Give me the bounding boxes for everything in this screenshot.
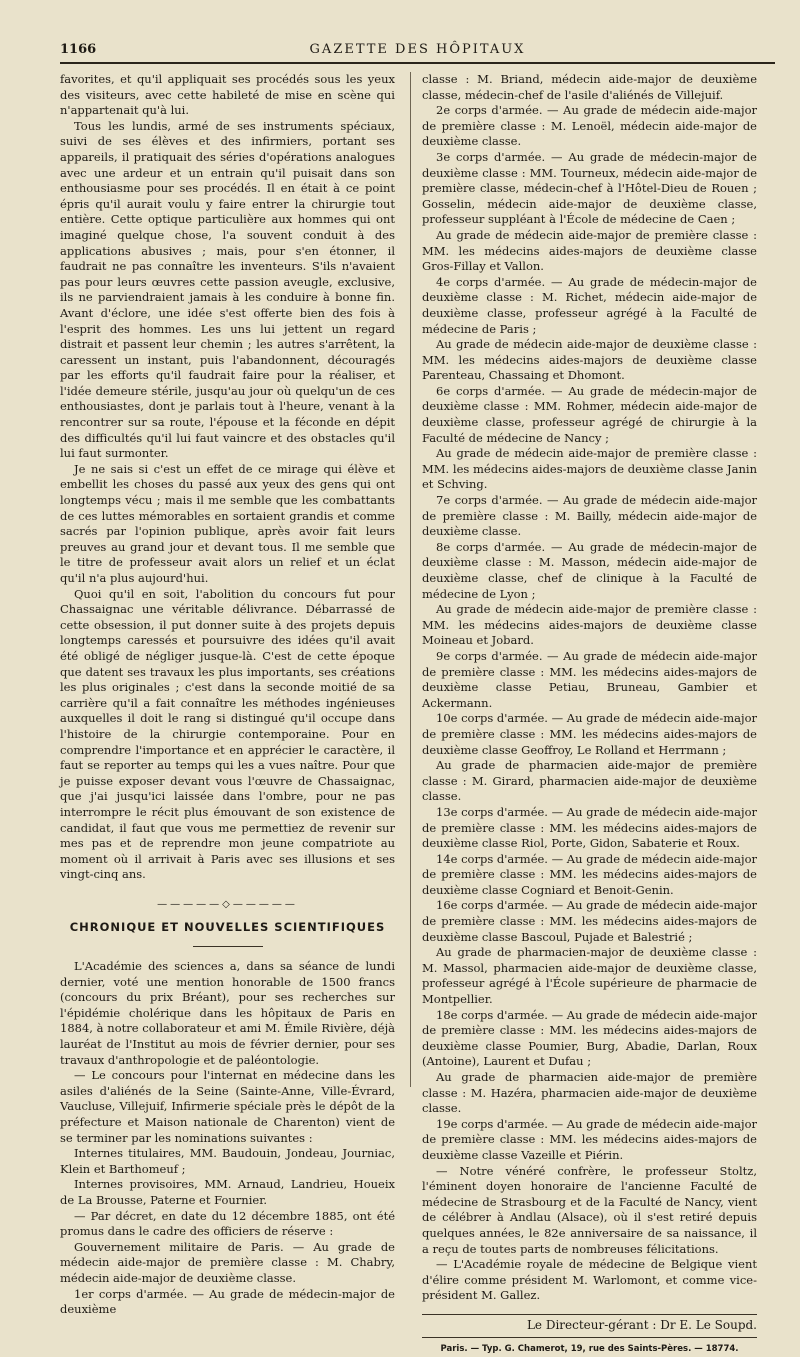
paragraph: 19e corps d'armée. — Au grade de médecin aide-major de première classe : MM. les médecins aides-majors de deuxième classe Vazeille et Piérin. <box>422 1117 757 1164</box>
paragraph: Tous les lundis, armé de ses instruments spéciaux, suivi de ses élèves et des infirmiers, portant ses appareils, il pratiquait des séries d'opérations analogues avec une ardeur et un entrain qu'il puisait dans son enthousiasme pour ses procédés. Il en était à ce point épris qu'il aurait voulu y faire entrer la chirurgie tout entière. Cette optique particulière aux hommes qui ont imaginé quelque chose, l'a souvent conduit à des applications abusives ; mais, pour s'en étonner, il faudrait ne pas connaître les inventeurs. S'ils n'avaient pas pour leurs œuvres cette passion aveugle, exclusive, ils ne parviendraient jamais à les conduire à bonne fin. Avant d'éclore, une idée s'est offerte bien des fois à l'esprit des hommes. Les uns lui jettent un regard distrait et passent leur chemin ; les autres s'arrêtent, la caressent un instant, puis l'abandonnent, découragés par les efforts qu'il faudrait faire pour la réaliser, et l'idée demeure stérile, jusqu'au jour où quelqu'un de ces enthousiastes, dont je parlais tout à l'heure, venant à la rencontrer sur sa route, l'épouse et la féconde en dépit des difficultés qu'il lui faut vaincre et des obstacles qu'il lui faut surmonter. <box>60 119 395 462</box>
paragraph: 1er corps d'armée. — Au grade de médecin-major de deuxième <box>60 1287 395 1318</box>
paragraph: L'Académie des sciences a, dans sa séance de lundi dernier, voté une mention honorable de 1500 francs (concours du prix Bréant), pour ses recherches sur l'épidémie cholérique dans les hôpitaux de Paris en 1884, à notre collaborateur et ami M. Émile Rivière, déjà lauréat de l'Institut au mois de février dernier, pour ses travaux d'anthropologie et de paléontologie. <box>60 959 395 1068</box>
paragraph: Internes provisoires, MM. Arnaud, Landrieu, Houeix de La Brousse, Paterne et Fournier. <box>60 1177 395 1208</box>
header-rule <box>60 62 775 66</box>
paragraph: — Notre vénéré confrère, le professeur Stoltz, l'éminent doyen honoraire de l'ancienne Faculté de médecine de Strasbourg et de la Faculté de Nancy, vient de célébrer à Andlau (Alsace), où il s'est retiré depuis quelques années, le 82e anniversaire de sa naissance, il a reçu de toutes parts de nombreuses félicitations. <box>422 1164 757 1258</box>
paragraph: 8e corps d'armée. — Au grade de médecin-major de deuxième classe : M. Masson, médecin aide-major de deuxième classe, chef de clinique à la Faculté de médecine de Lyon ; <box>422 540 757 602</box>
paragraph: — Par décret, en date du 12 décembre 1885, ont été promus dans le cadre des officiers de réserve : <box>60 1209 395 1240</box>
column-divider <box>410 72 411 1087</box>
page-number: 1166 <box>60 42 96 57</box>
paragraph: 7e corps d'armée. — Au grade de médecin aide-major de première classe : M. Bailly, médecin aide-major de deuxième classe. <box>422 493 757 540</box>
paragraph: — Le concours pour l'internat en médecine dans les asiles d'aliénés de la Seine (Sainte-Anne, Ville-Évrard, Vaucluse, Villejuif, Infirmerie spéciale près le dépôt de la préfecture et Maison nationale de Charenton) vient de se terminer par les nominations suivantes : <box>60 1068 395 1146</box>
left-column <box>60 72 395 1318</box>
paragraph: Au grade de pharmacien-major de deuxième classe : M. Massol, pharmacien aide-major de deuxième classe, professeur agrégé à l'École supérieure de pharmacie de Montpellier. <box>422 945 757 1007</box>
paragraph: — L'Académie royale de médecine de Belgique vient d'élire comme président M. Warlomont, et comme vice-président M. Gallez. <box>422 1257 757 1304</box>
paragraph: favorites, et qu'il appliquait ses procédés sous les yeux des visiteurs, avec cette habileté de mise en scène qui n'appartenait qu'à lui. <box>60 72 395 119</box>
paragraph: Au grade de pharmacien aide-major de première classe : M. Hazéra, pharmacien aide-major de deuxième classe. <box>422 1070 757 1117</box>
paragraph: 18e corps d'armée. — Au grade de médecin aide-major de première classe : MM. les médecins aides-majors de deuxième classe Poumier, Burg, Abadie, Darlan, Roux (Antoine), Laurent et Dufau ; <box>422 1008 757 1070</box>
paragraph: Au grade de médecin aide-major de première classe : MM. les médecins aides-majors de deuxième classe Moineau et Jobard. <box>422 602 757 649</box>
page-header <box>60 42 775 64</box>
paragraph: Au grade de médecin aide-major de première classe : MM. les médecins aides-majors de deuxième classe Gros-Fillay et Vallon. <box>422 228 757 275</box>
paragraph: 4e corps d'armée. — Au grade de médecin-major de deuxième classe : M. Richet, médecin aide-major de deuxième classe, professeur agrégé à la Faculté de médecine de Paris ; <box>422 275 757 337</box>
paragraph: Internes titulaires, MM. Baudouin, Jondeau, Journiac, Klein et Barthomeuf ; <box>60 1146 395 1177</box>
paragraph: 2e corps d'armée. — Au grade de médecin aide-major de première classe : M. Lenoël, médecin aide-major de deuxième classe. <box>422 103 757 150</box>
editor-line: Le Directeur-gérant : Dr E. Le Soupd. <box>422 1314 757 1338</box>
paragraph: 10e corps d'armée. — Au grade de médecin aide-major de première classe : MM. les médecins aides-majors de deuxième classe Geoffroy, Le Rolland et Herrmann ; <box>422 711 757 758</box>
running-head: GAZETTE DES HÔPITAUX <box>60 42 775 57</box>
paragraph: Au grade de médecin aide-major de première classe : MM. les médecins aides-majors de deuxième classe Janin et Schving. <box>422 446 757 493</box>
paragraph: Gouvernement militaire de Paris. — Au grade de médecin aide-major de première classe : M. Chabry, médecin aide-major de deuxième classe. <box>60 1240 395 1287</box>
paragraph: 6e corps d'armée. — Au grade de médecin-major de deuxième classe : MM. Rohmer, médecin aide-major de deuxième classe, professeur agrégé de chirurgie à la Faculté de médecine de Nancy ; <box>422 384 757 446</box>
paragraph: 14e corps d'armée. — Au grade de médecin aide-major de première classe : MM. les médecins aides-majors de deuxième classe Cogniard et Benoit-Genin. <box>422 852 757 899</box>
paragraph: classe : M. Briand, médecin aide-major de deuxième classe, médecin-chef de l'asile d'aliénés de Villejuif. <box>422 72 757 103</box>
paragraph: 3e corps d'armée. — Au grade de médecin-major de deuxième classe : MM. Tourneux, médecin aide-major de première classe, médecin-chef à l'Hôtel-Dieu de Rouen ; Gosselin, médecin aide-major de deuxième classe, professeur suppléant à l'École de médecine de Caen ; <box>422 150 757 228</box>
paragraph: 9e corps d'armée. — Au grade de médecin aide-major de première classe : MM. les médecins aides-majors de deuxième classe Petiau, Bruneau, Gambier et Ackermann. <box>422 649 757 711</box>
title-rule <box>193 946 263 947</box>
section-title: CHRONIQUE ET NOUVELLES SCIENTIFIQUES <box>60 920 395 936</box>
paragraph: Quoi qu'il en soit, l'abolition du concours fut pour Chassaignac une véritable délivrance. Débarrassé de cette obsession, il put donner suite à des projets depuis longtemps caressés et poursuivre des idées qu'il avait été obligé de négliger jusque-là. C'est de cette époque que datent ses travaux les plus importants, ses créations les plus originales ; c'est dans la seconde moitié de sa carrière qu'il a fait connaître les méthodes ingénieuses auxquelles il doit le rang si distingué qu'il occupe dans l'histoire de la chirurgie contemporaine. Pour en comprendre l'importance et en apprécier le caractère, il faut se reporter au temps qui les a vues naître. Pour que je puisse exposer devant vous l'œuvre de Chassaignac, que j'ai jusqu'ici laissée dans l'ombre, pour ne pas interrompre le récit plus émouvant de son existence de candidat, il faut que vous me permettiez de revenir sur mes pas et de reprendre mon jeune compatriote au moment où il arrivait à Paris avec ses illusions et ses vingt-cinq ans. <box>60 587 395 883</box>
paragraph: Au grade de médecin aide-major de deuxième classe : MM. les médecins aides-majors de deuxième classe Parenteau, Chassaing et Dhomont. <box>422 337 757 384</box>
paragraph: 13e corps d'armée. — Au grade de médecin aide-major de première classe : MM. les médecins aides-majors de deuxième classe Riol, Porte, Gidon, Sabaterie et Roux. <box>422 805 757 852</box>
right-column <box>422 72 757 1357</box>
section-break: —————◇————— <box>60 897 395 913</box>
paragraph: Au grade de pharmacien aide-major de première classe : M. Girard, pharmacien aide-major de deuxième classe. <box>422 758 757 805</box>
paragraph: Je ne sais si c'est un effet de ce mirage qui élève et embellit les choses du passé aux yeux des gens qui ont longtemps vécu ; mais il me semble que les combattants de ces luttes mémorables en sortaient grandis et comme sacrés par l'opinion publique, après avoir fait leurs preuves au grand jour et devant tous. Il me semble que le titre de professeur avait alors un relief et un éclat qu'il n'a plus aujourd'hui. <box>60 462 395 587</box>
paragraph: 16e corps d'armée. — Au grade de médecin aide-major de première classe : MM. les médecins aides-majors de deuxième classe Bascoul, Pujade et Balestrié ; <box>422 898 757 945</box>
printer-line: Paris. — Typ. G. Chamerot, 19, rue des Saints-Pères. — 18774. <box>422 1342 757 1357</box>
